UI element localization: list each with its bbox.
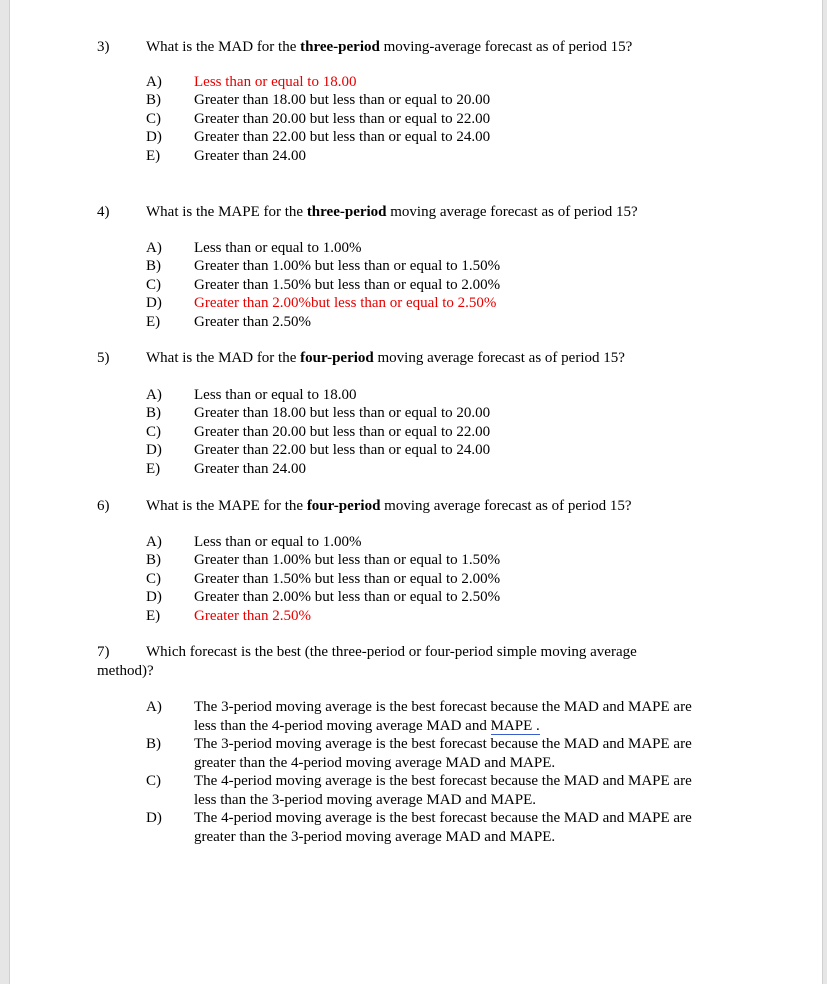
question-number: 4) xyxy=(97,204,110,220)
question-text: 7) Which forecast is the best (the three-period or four-period simple moving average method)? xyxy=(97,644,637,679)
option-c: C) The 4-period moving average is the best forecast because the MAD and MAPE are less than the 3-period moving average MAD and MAPE. xyxy=(146,773,692,808)
option-a: A) The 3-period moving average is the best forecast because the MAD and MAPE are less than the 4-period moving average MAD and MAPE . xyxy=(146,699,692,734)
question-text: What is the MAPE for the three-period moving average forecast as of period 15? xyxy=(146,204,638,220)
question-number: 6) xyxy=(97,498,110,514)
option-d: D) The 4-period moving average is the best forecast because the MAD and MAPE are greater than the 3-period moving average MAD and MAPE. xyxy=(146,810,692,845)
question-text: What is the MAD for the three-period moving-average forecast as of period 15? xyxy=(146,39,633,55)
option-b: B) The 3-period moving average is the best forecast because the MAD and MAPE are greater than the 4-period moving average MAD and MAPE. xyxy=(146,736,692,771)
question-number: 3) xyxy=(97,39,110,55)
options-q7 xyxy=(146,698,692,846)
question-text: What is the MAPE for the four-period moving average forecast as of period 15? xyxy=(146,498,632,514)
question-number: 5) xyxy=(97,350,110,366)
question-text: What is the MAD for the four-period moving average forecast as of period 15? xyxy=(146,350,625,366)
document-page: 3) What is the MAD for the three-period moving-average forecast as of period 15? A) Less than or equal to 18.00 B) Greater than 18.00 but less than or equal to 20.00 C) Greater than 20.00 but less than or equal to 22.00 D) Greater than 22.00 but less than or equal to 24.00 E) Greater than 24.00 4) What is the MAPE for the three-period moving average forecast as of period 15? A) Less than or equal to 1.00% B) Greater than 1.00% but less than or equal to 1.50% C) Greater than 1.50% but less than or equal to 2.00% D) Greater than 2.00%but less than or equal to 2.50% E) Greater than 2.50% 5) What is the MAD for the four-period moving average forecast as of period 15? A) Less than or equal to 18.00 B) Greater than 18.00 but less than or equal to 20.00 C) Greater than 20.00 but less than or equal to 22.00 D) Greater than 22.00 but less than or equal to 24.00 E) Greater than 24.00 6) What is the MAPE for the four-period moving average forecast as of period 15? A) Less than or equal to 1.00% B) Greater than 1.00% but less than or equal to 1.50% C) Greater than 1.50% but less than or equal to 2.00% D) Greater than 2.00% but less than or equal to 2.50% E) Greater than 2.50% 7) Which forecast is the best (the three-period or four-period simple moving average method)? A) The 3-period moving average is the best forecast because the MAD and MAPE are less than the 4-period moving average MAD and MAPE . B) The 3-period moving average is the best forecast because the MAD and MAPE are greater than the 4-period moving average MAD and MAPE. C) The 4-period moving average is the best forecast because the MAD and MAPE are less than the 3-period moving average MAD and MAPE. D) The 4-period moving average is the best forecast because the MAD and MAPE are greater than the 3-period moving average MAD and MAPE. xyxy=(9,0,823,984)
